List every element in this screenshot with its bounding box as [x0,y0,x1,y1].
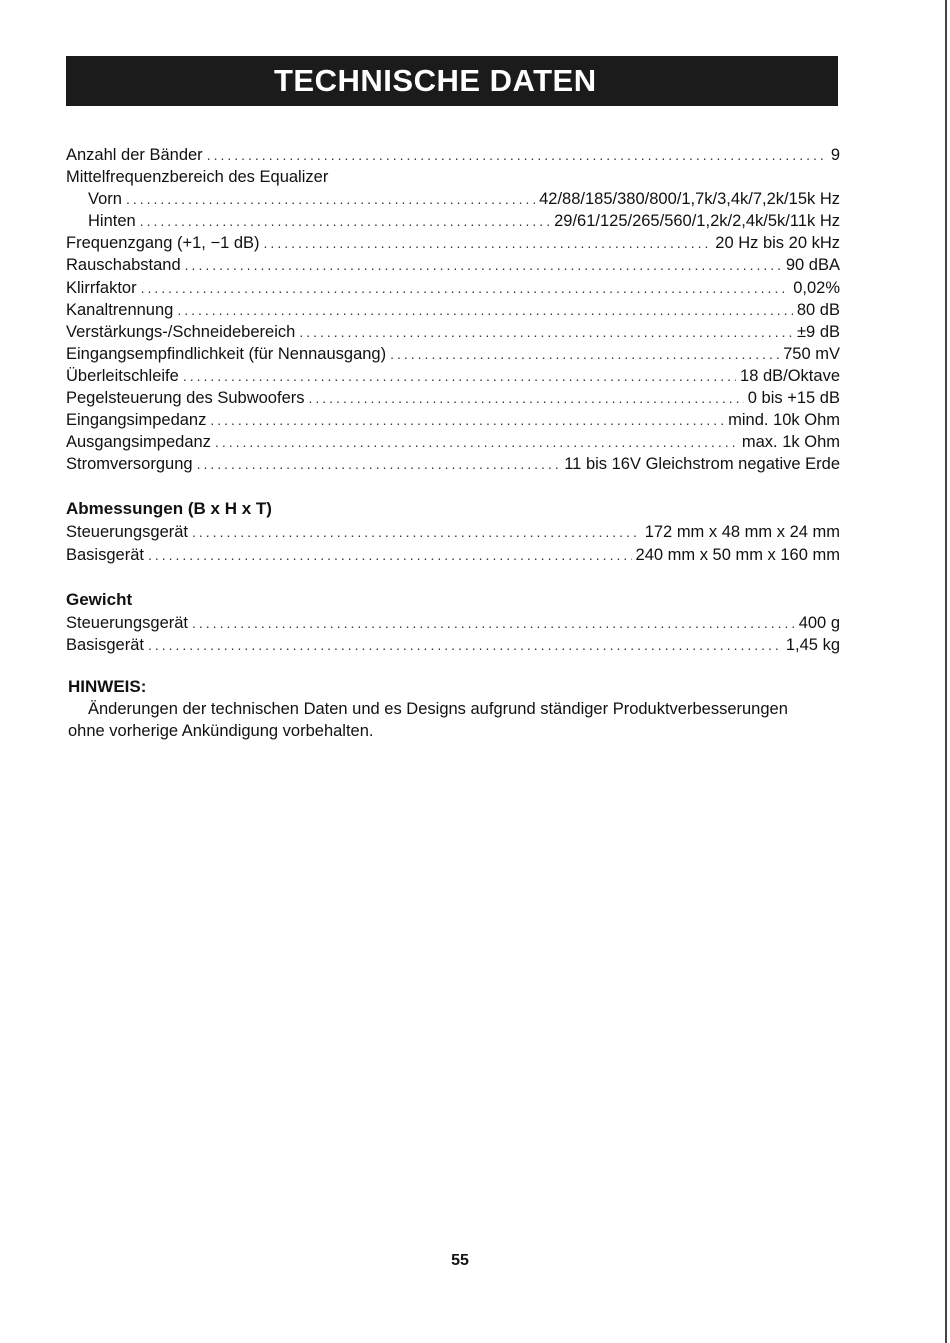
scan-edge-line [945,0,947,1343]
spec-label: Anzahl der Bänder [66,146,203,164]
spec-label: Mittelfrequenzbereich des Equalizer [66,168,329,187]
spec-row [66,210,840,232]
leader-dots [210,409,724,431]
note-block [68,676,828,742]
leader-dots [207,144,827,166]
dimension-row [66,521,840,543]
spec-row [66,277,840,299]
dimension-row [66,544,840,566]
note-heading: HINWEIS: [68,677,147,696]
leader-dots [215,431,738,453]
spec-row [66,343,840,365]
spec-value: 20 Hz bis 20 kHz [715,234,840,253]
spec-label: Überleitschleife [66,366,179,385]
spec-value: 80 dB [796,300,840,319]
spec-label: Pegelsteuerung des Subwoofers [66,389,305,408]
spec-value: max. 1k Ohm [741,433,840,452]
spec-label: Steuerungsgerät [66,613,189,632]
leader-dots [140,210,550,232]
spec-value: 18 dB/Oktave [740,366,840,385]
section-gap [66,475,840,497]
spec-row [66,387,840,409]
spec-value: 90 dBA [785,256,840,275]
leader-dots [264,232,712,254]
weight-row [66,634,840,656]
spec-value: 9 [830,146,840,164]
spec-label: Stromversorgung [66,455,193,474]
leader-dots [192,521,641,543]
spec-value: 1,45 kg [785,635,840,654]
spec-label: Basisgerät [66,545,144,564]
spec-label: Eingangsempfindlichkeit (für Nennausgang) [66,344,387,363]
leader-dots [148,634,782,656]
spec-row [66,232,840,254]
spec-value: 11 bis 16V Gleichstrom negative Erde [564,455,840,474]
spec-value: 172 mm x 48 mm x 24 mm [644,523,840,542]
leader-dots [299,321,793,343]
spec-label: Basisgerät [66,635,144,654]
spec-label: Verstärkungs-/Schneidebereich [66,322,296,341]
spec-value: mind. 10k Ohm [728,411,840,430]
spec-value: 0 bis +15 dB [747,389,840,408]
spec-row [66,321,840,343]
leader-dots [192,612,795,634]
spec-row [66,166,840,188]
spec-value: 29/61/125/265/560/1,2k/2,4k/5k/11k Hz [554,212,840,231]
spec-row [66,254,840,276]
dimensions-heading: Abmessungen (B x H x T) [66,499,272,519]
spec-value: 42/88/185/380/800/1,7k/3,4k/7,2k/15k Hz [539,190,840,209]
weight-row [66,612,840,634]
leader-dots [309,387,744,409]
weight-heading: Gewicht [66,589,133,609]
page-title: TECHNISCHE DATEN [274,63,597,98]
spec-value: 750 mV [783,344,840,363]
spec-value: 240 mm x 50 mm x 160 mm [635,545,840,564]
spec-row [66,188,840,210]
leader-dots [185,254,782,276]
leader-dots [183,365,736,387]
spec-value: ±9 dB [797,322,840,341]
page-number: 55 [451,1252,469,1269]
spec-row [66,453,840,475]
spec-row [66,409,840,431]
note-text: Änderungen der technischen Daten und es Designs aufgrund ständiger Produktverbesserungen ohne vorherige Ankündigung vorbehalten. [68,700,788,740]
leader-dots [390,343,779,365]
section-gap [66,566,840,588]
spec-label: Vorn [88,190,122,209]
leader-dots [141,277,790,299]
spec-value: 400 g [798,613,840,632]
leader-dots [197,453,561,475]
spec-list [66,144,840,656]
leader-dots [148,544,632,566]
title-banner [66,56,838,106]
leader-dots [126,188,535,210]
spec-row [66,431,840,453]
leader-dots [177,299,793,321]
spec-label: Steuerungsgerät [66,523,189,542]
spec-label: Hinten [88,212,136,231]
spec-value: 0,02% [793,278,840,297]
spec-label: Klirrfaktor [66,278,137,297]
spec-row [66,299,840,321]
spec-label: Ausgangsimpedanz [66,433,211,452]
spec-row [66,144,840,166]
spec-label: Kanaltrennung [66,300,174,319]
spec-row [66,365,840,387]
spec-label: Frequenzgang (+1, −1 dB) [66,234,260,253]
spec-label: Eingangsimpedanz [66,411,207,430]
spec-label: Rauschabstand [66,256,181,275]
